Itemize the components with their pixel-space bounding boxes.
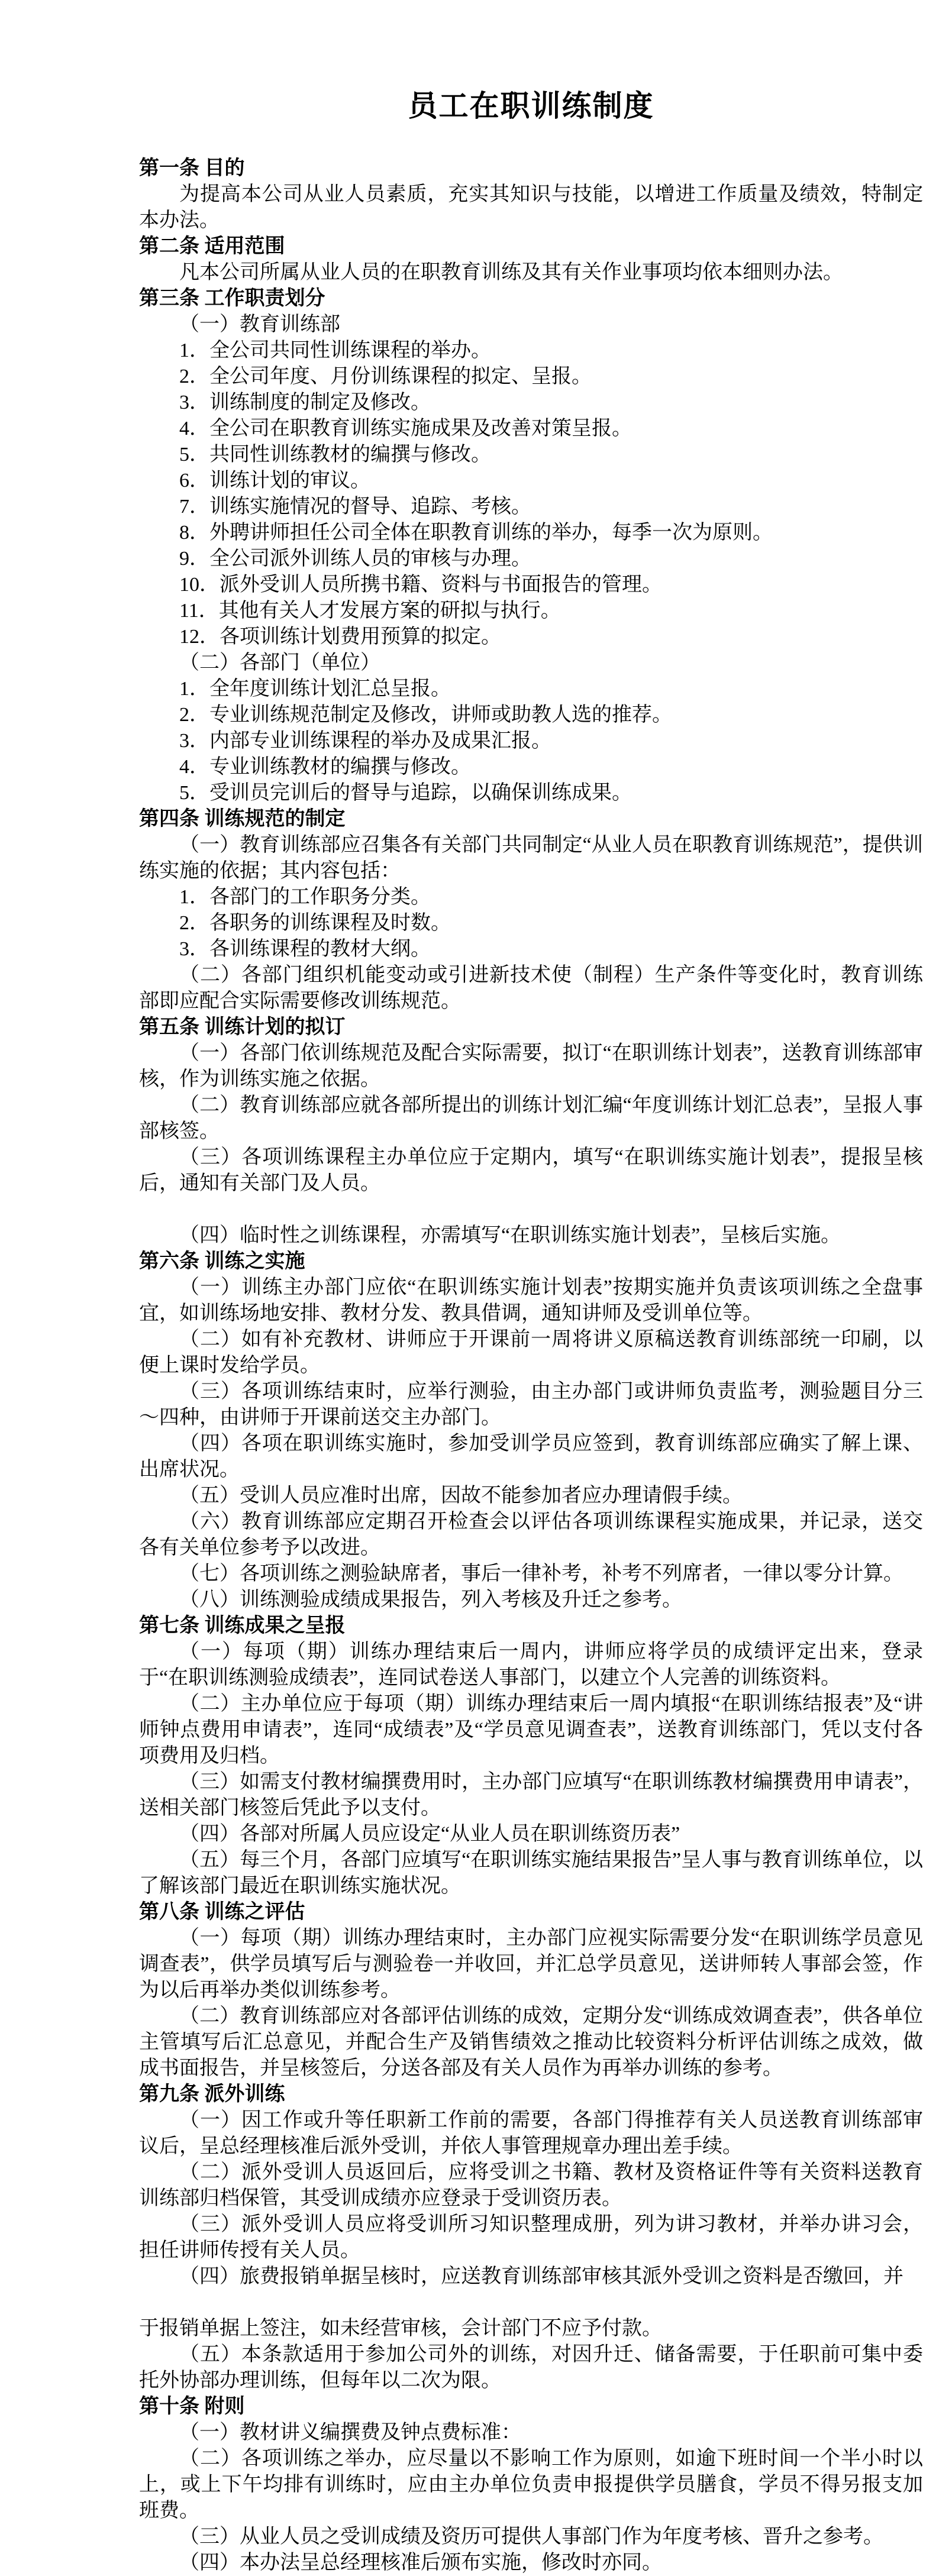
article-heading: 第六条 训练之实施	[139, 1250, 305, 1272]
article-heading: 第五条 训练计划的拟订	[139, 1016, 346, 1038]
paragraph: 5．共同性训练教材的编撰与修改。	[179, 444, 491, 466]
paragraph: 11．其他有关人才发展方案的研拟与执行。	[179, 600, 561, 622]
paragraph: （四）各部对所属人员应设定“从业人员在职训练资历表”	[179, 1823, 680, 1845]
paragraph: 3．训练制度的制定及修改。	[179, 392, 431, 413]
paragraph: 9．全公司派外训练人员的审核与办理。	[179, 548, 531, 570]
paragraph: （二）主办单位应于每项（期）训练办理结束后一周内填报“在职训练结报表”及“讲师钟点费用申请表”，连同“成绩表”及“学员意见调查表”，送教育训练部门，凭以支付各项费用及归档。	[139, 1693, 923, 1767]
paragraph: 2．全公司年度、月份训练课程的拟定、呈报。	[179, 366, 592, 387]
paragraph: （二）如有补充教材、讲师应于开课前一周将讲义原稿送教育训练部统一印刷，以便上课时发给学员。	[139, 1329, 923, 1376]
paragraph: 为提高本公司从业人员素质，充实其知识与技能，以增进工作质量及绩效，特制定本办法。	[139, 183, 923, 231]
paragraph: 12．各项训练计划费用预算的拟定。	[179, 626, 501, 648]
paragraph: （六）教育训练部应定期召开检查会以评估各项训练课程实施成果，并记录，送交各有关单位参考予以改进。	[139, 1511, 923, 1559]
paragraph: （八）训练测验成绩成果报告，列入考核及升迁之参考。	[179, 1589, 682, 1611]
paragraph: （一）因工作或升等任职新工作前的需要，各部门得推荐有关人员送教育训练部审议后，呈总经理核准后派外受训，并依人事管理规章办理出差手续。	[139, 2109, 923, 2157]
paragraph: （四）临时性之训练课程，亦需填写“在职训练实施计划表”，呈核后实施。	[179, 1224, 841, 1246]
article-heading: 第九条 派外训练	[139, 2083, 285, 2105]
paragraph: （二）教育训练部应对各部评估训练的成效，定期分发“训练成效调查表”，供各单位主管填写后汇总意见，并配合生产及销售绩效之推动比较资料分析评估训练之成效，做成书面报告，并呈核签后，分送各部及有关人员作为再举办训练的参考。	[139, 2005, 923, 2079]
paragraph: （二）派外受训人员返回后，应将受训之书籍、教材及资格证件等有关资料送教育训练部归档保管，其受训成绩亦应登录于受训资历表。	[139, 2161, 923, 2209]
paragraph: （三）各项训练结束时，应举行测验，由主办部门或讲师负责监考，测验题目分三～四种，由讲师于开课前送交主办部门。	[139, 1381, 923, 1428]
paragraph: （一）教育训练部	[179, 313, 340, 335]
document-title: 员工在职训练制度	[408, 89, 654, 122]
article-heading: 第七条 训练成果之呈报	[139, 1615, 346, 1637]
paragraph: （三）各项训练课程主办单位应于定期内，填写“在职训练实施计划表”，提报呈核后，通知有关部门及人员。	[139, 1146, 923, 1194]
paragraph: （四）各项在职训练实施时，参加受训学员应签到，教育训练部应确实了解上课、出席状况。	[139, 1433, 923, 1481]
article-heading: 第三条 工作职责划分	[139, 287, 325, 309]
paragraph: 8．外聘讲师担任公司全体在职教育训练的举办，每季一次为原则。	[179, 522, 773, 544]
article-heading: 第一条 目的	[139, 157, 245, 179]
blank-line	[139, 1197, 923, 1223]
paragraph: （四）旅费报销单据呈核时，应送教育训练部审核其派外受训之资料是否缴回，并	[179, 2265, 903, 2287]
paragraph: （四）本办法呈总经理核准后颁布实施，修改时亦同。	[179, 2552, 662, 2574]
paragraph: （二）各部门组织机能变动或引进新技术使（制程）生产条件等变化时，教育训练部即应配合实际需要修改训练规范。	[139, 964, 923, 1012]
article-heading: 第十条 附则	[139, 2396, 245, 2417]
paragraph: （七）各项训练之测验缺席者，事后一律补考，补考不列席者，一律以零分计算。	[179, 1563, 903, 1585]
article-heading: 第八条 训练之评估	[139, 1901, 305, 1923]
article-heading: 第二条 适用范围	[139, 235, 285, 257]
paragraph: （三）如需支付教材编撰费用时，主办部门应填写“在职训练教材编撰费用申请表”，送相关部门核签后凭此予以支付。	[139, 1771, 923, 1819]
paragraph: （一）每项（期）训练办理结束时，主办部门应视实际需要分发“在职训练学员意见调查表”，供学员填写后与测验卷一并收回，并汇总学员意见，送讲师转人事部会签，作为以后再举办类似训练参考。	[139, 1927, 923, 2001]
paragraph: 1．全年度训练计划汇总呈报。	[179, 678, 451, 700]
paragraph: 1．全公司共同性训练课程的举办。	[179, 340, 491, 361]
article-heading: 第四条 训练规范的制定	[139, 808, 346, 830]
paragraph: 3．各训练课程的教材大纲。	[179, 938, 431, 960]
paragraph: 于报销单据上签注，如未经营审核，会计部门不应予付款。	[139, 2318, 662, 2339]
paragraph: 6．训练计划的审议。	[179, 470, 370, 492]
paragraph: （二）各项训练之举办，应尽量以不影响工作为原则，如逾下班时间一个半小时以上，或上下午均排有训练时，应由主办单位负责申报提供学员膳食，学员不得另报支加班费。	[139, 2448, 923, 2522]
paragraph: （三）派外受训人员应将受训所习知识整理成册，列为讲习教材，并举办讲习会，担任讲师传授有关人员。	[139, 2213, 923, 2261]
document-body	[139, 156, 923, 2576]
paragraph: （一）训练主办部门应依“在职训练实施计划表”按期实施并负责该项训练之全盘事宜，如训练场地安排、教材分发、教具借调，通知讲师及受训单位等。	[139, 1276, 923, 1324]
paragraph: 4．全公司在职教育训练实施成果及改善对策呈报。	[179, 418, 632, 439]
paragraph: （二）各部门（单位）	[179, 652, 380, 674]
paragraph: （五）本条款适用于参加公司外的训练，对因升迁、储备需要，于任职前可集中委托外协部办理训练，但每年以二次为限。	[139, 2344, 923, 2391]
paragraph: （一）教育训练部应召集各有关部门共同制定“从业人员在职教育训练规范”，提供训练实施的依据；其内容包括：	[139, 834, 923, 882]
paragraph: （二）教育训练部应就各部所提出的训练计划汇编“年度训练计划汇总表”，呈报人事部核签。	[139, 1094, 923, 1142]
paragraph: 5．受训员完训后的督导与追踪，以确保训练成果。	[179, 782, 632, 804]
paragraph: 10．派外受训人员所携书籍、资料与书面报告的管理。	[179, 574, 662, 596]
paragraph: （五）受训人员应准时出席，因故不能参加者应办理请假手续。	[179, 1485, 743, 1507]
paragraph: 凡本公司所属从业人员的在职教育训练及其有关作业事项均依本细则办法。	[179, 261, 843, 283]
paragraph: 1．各部门的工作职务分类。	[179, 886, 431, 908]
paragraph: 2．专业训练规范制定及修改，讲师或助教人选的推荐。	[179, 704, 672, 726]
paragraph: 2．各职务的训练课程及时数。	[179, 912, 451, 934]
paragraph: 7．训练实施情况的督导、追踪、考核。	[179, 496, 531, 518]
paragraph: （五）每三个月，各部门应填写“在职训练实施结果报告”呈人事与教育训练单位，以了解该部门最近在职训练实施状况。	[139, 1849, 923, 1897]
paragraph: （一）各部门依训练规范及配合实际需要，拟订“在职训练计划表”，送教育训练部审核，作为训练实施之依据。	[139, 1042, 923, 1090]
blank-line	[139, 2290, 923, 2316]
paragraph: 3．内部专业训练课程的举办及成果汇报。	[179, 730, 551, 752]
paragraph: （一）教材讲义编撰费及钟点费标准：	[179, 2422, 521, 2444]
paragraph: （三）从业人员之受训成绩及资历可提供人事部门作为年度考核、晋升之参考。	[179, 2526, 883, 2548]
paragraph: （一）每项（期）训练办理结束后一周内，讲师应将学员的成绩评定出来，登录于“在职训练测验成绩表”，连同试卷送人事部门，以建立个人完善的训练资料。	[139, 1641, 923, 1689]
paragraph: 4．专业训练教材的编撰与修改。	[179, 756, 471, 778]
